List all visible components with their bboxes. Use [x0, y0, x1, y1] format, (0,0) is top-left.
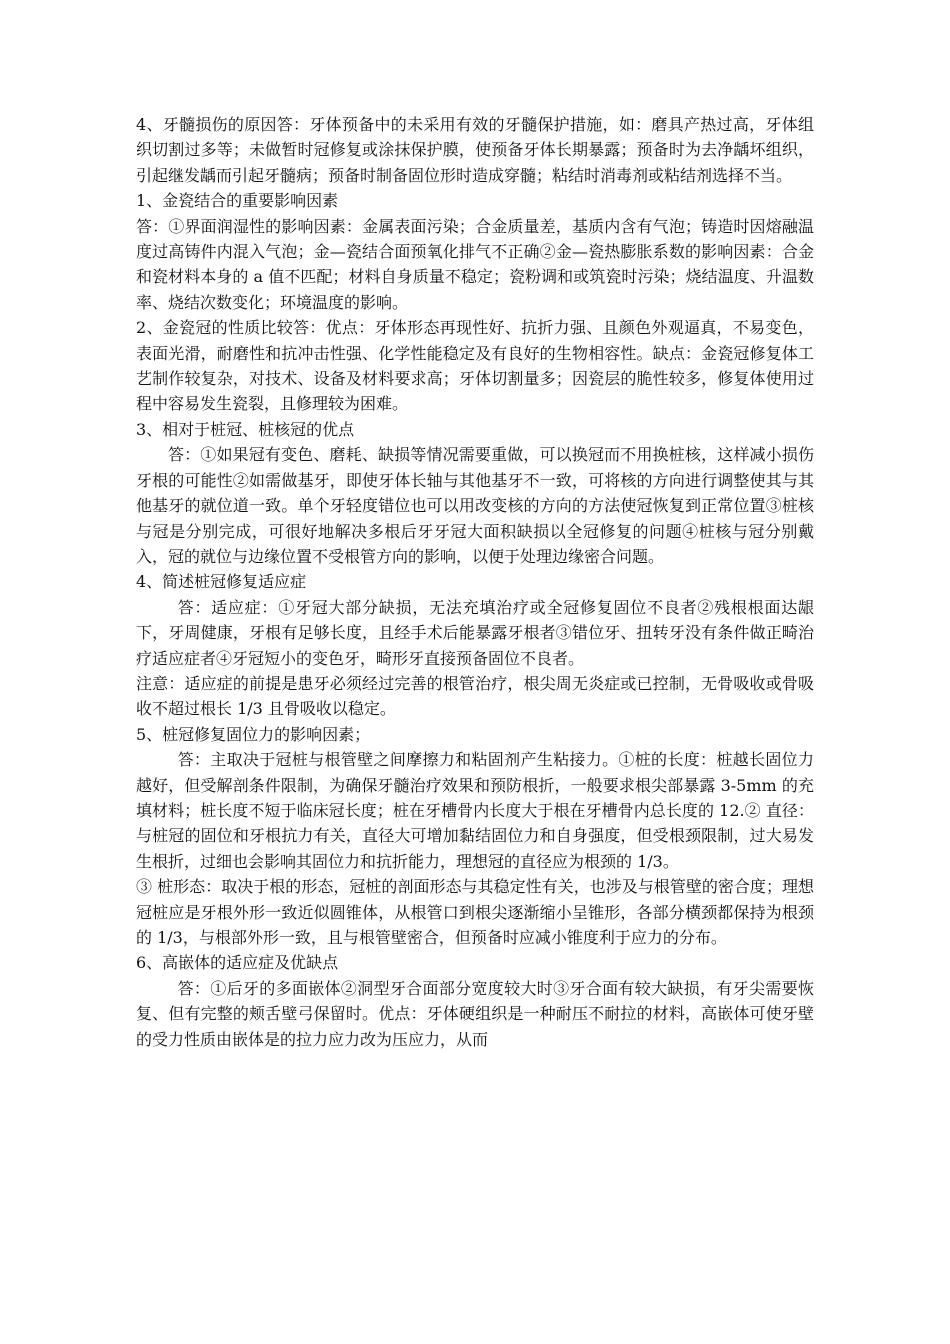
heading-onlay-indications: 6、高嵌体的适应症及优缺点: [136, 953, 339, 973]
heading-post-core-crown-advantages: 3、相对于桩冠、桩核冠的优点: [136, 419, 355, 439]
paragraph-retention-factors-answer: 答：主取决于冠桩与根管壁之间摩擦力和粘固剂产生粘接力。①桩的长度：桩越长固位力越好，但受解剖条件限制，为确保牙髓治疗效果和预防根折，一般要求根尖部暴露 3-5mm 的充填材料；桩长度不短于临床冠长度；桩在牙槽骨内长度大于根在牙槽骨内总长度的 12.② 直径：与桩冠的固位和牙根抗力有关，直径大可增加黏结固位力和自身强度，但受根颈限制，过大易发生根折，过细也会影响其固位力和抗折能力，理想冠的直径应为根颈的 1/3。: [136, 750, 814, 871]
paragraph-metal-ceramic-crown-properties: 2、金瓷冠的性质比较答：优点：牙体形态再现性好、抗折力强、且颜色外观逼真，不易变色，表面光滑，耐磨性和抗冲击性强、化学性能稳定及有良好的生物相容性。缺点：金瓷冠修复体工艺制作较复杂，对技术、设备及材料要求高；牙体切割量多；因瓷层的脆性较多，修复体使用过程中容易发生瓷裂，且修理较为困难。: [136, 318, 814, 414]
heading-metal-ceramic-bond-factors: 1、金瓷结合的重要影响因素: [136, 191, 339, 211]
paragraph-metal-ceramic-bond-answer: 答：①界面润湿性的影响因素：金属表面污染；合金质量差，基质内含有气泡；铸造时因熔融温度过高铸件内混入气泡；金—瓷结合面预氧化排气不正确②金—瓷热膨胀系数的影响因素：合金和瓷材料本身的 a 值不匹配；材料自身质量不稳定；瓷粉调和或筑瓷时污染；烧结温度、升温数率、烧结次数变化；环境温度的影响。: [136, 216, 814, 312]
paragraph-indications-note: 注意：适应症的前提是患牙必须经过完善的根管治疗，根尖周无炎症或已控制，无骨吸收或骨吸收不超过根长 1/3 且骨吸收以稳定。: [136, 673, 814, 719]
paragraph-post-crown-indications-answer: 答：适应症：①牙冠大部分缺损，无法充填治疗或全冠修复固位不良者②残根根面达龈下，牙周健康，牙根有足够长度，且经手术后能暴露牙根者③错位牙、扭转牙没有条件做正畸治疗适应症者④牙冠短小的变色牙，畸形牙直接预备固位不良者。: [136, 597, 814, 668]
paragraph-post-shape: ③ 桩形态：取决于根的形态，冠桩的剖面形态与其稳定性有关，也涉及与根管壁的密合度；理想冠桩应是牙根外形一致近似圆锥体，从根管口到根尖逐渐缩小呈锥形，各部分横颈都保持为根颈的 1/3，与根部外形一致，且与根管壁密合，但预备时应减小锥度利于应力的分布。: [136, 877, 814, 947]
paragraph-pulp-injury-causes: 4、牙髓损伤的原因答：牙体预备中的未采用有效的牙髓保护措施，如：磨具产热过高，牙体组织切割过多等；未做暂时冠修复或涂抹保护膜，使预备牙体长期暴露；预备时为去净龋坏组织，引起继发龋而引起牙髓病；预备时制备固位形时造成穿髓；粘结时消毒剂或粘结剂选择不当。: [136, 115, 814, 185]
document-page: [136, 112, 814, 1052]
heading-post-crown-indications: 4、简述桩冠修复适应症: [136, 572, 307, 592]
paragraph-onlay-answer: 答：①后牙的多面嵌体②洞型牙合面部分宽度较大时③牙合面有较大缺损，有牙尖需要恢复、但有完整的颊舌壁弓保留时。优点：牙体硬组织是一种耐压不耐拉的材料，高嵌体可使牙壁的受力性质由嵌体是的拉力应力改为压应力，从而: [136, 978, 814, 1049]
paragraph-post-core-crown-answer: 答：①如果冠有变色、磨耗、缺损等情况需要重做，可以换冠而不用换桩核，这样减小损伤牙根的可能性②如需做基牙，即使牙体长轴与其他基牙不一致，可将核的方向进行调整使其与其他基牙的就位道一致。单个牙轻度错位也可以用改变核的方向的方法使冠恢复到正常位置③桩核与冠是分别完成，可很好地解决多根后牙牙冠大面积缺损以全冠修复的问题④桩核与冠分别戴入，冠的就位与边缘位置不受根管方向的影响，以便于处理边缘密合问题。: [136, 445, 814, 566]
heading-post-crown-retention-factors: 5、桩冠修复固位力的影响因素；: [136, 724, 371, 744]
